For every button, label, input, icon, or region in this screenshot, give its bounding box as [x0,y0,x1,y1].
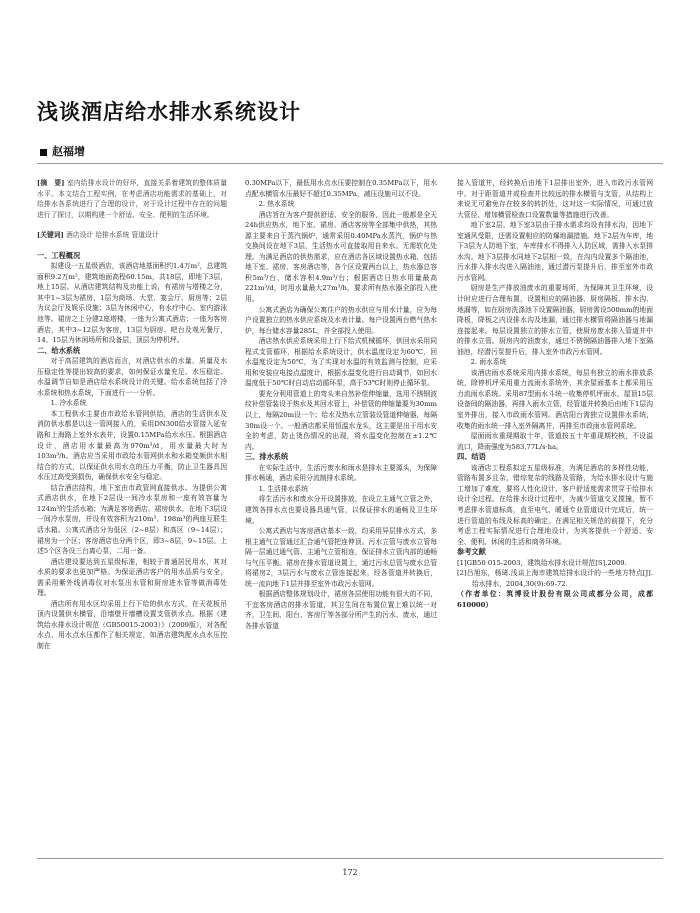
paragraph: 酒店建设要达到五星级标准，相较于普通居民用水，其对水质的要求也更加严格。为保证酒店客户的用水品质与安全，需采用紫外线消毒仪对水泵出水管和厨房进水管等做消毒处理。 [37,557,227,598]
paragraph: 该酒店雨水系统采用内排水系统，每层有独立的雨水排放系统，除停机坪采用重力流雨水系统外，其余屋面基本上都采用压力流雨水系统。采用87型雨水斗统一收集停机坪雨水，屋顶15层设备间的隔油器，再排入雨水立管，经管道并转换后由地下1层沟室外排出，接入市政雨水管网。酒店阳台需独立设置排水系统，收集的雨水统一排入室外隔离井，再排至市政雨水管网系统。 [457,368,653,430]
abstract-text: 室内给排水设计的好坏，直接关系着建筑的整体质量水平。本文结合工程实例，在考虑酒店功能需求的基础上，对给排水各系统进行了合理的设计，对于设计过程中存在的问题进行了探讨，以期构建一个舒适、安全、便利的生活环境。 [37,179,227,219]
keywords-tag: [关键词] [37,231,64,240]
keywords [37,230,227,241]
column-3 [457,178,653,858]
keywords-text: 酒店设计 给排水系统 管道设计 [66,231,159,240]
paragraph: 根据酒店整体规划设计，裙房各层使用功能有很大的不同，不宜客房酒店的排水管道，其卫生间在布置位置上难以统一对齐，卫生间、阳台、客房厅等各部分所产生的污水、废水，通过各排水管道 [245,590,437,630]
paragraph: 接入管道井，经转换后由地下1层排出室外，进入市政污水管网中。对于距管道井或检查井比较远的排水横管与支管，从结构上来说无可避免存在较多的转折处，这对这一实际情况，可通过放大管径、增加横管检查口设置数量等措施进行改善。 [457,179,653,219]
section-heading-1: 一、工程概况 [37,250,81,260]
subsection-heading: 2. 雨水系统 [470,358,507,367]
subsection-heading: 1. 冷水系统 [50,399,87,408]
paragraph: 对于高层建筑的酒店而言，对酒店供水的水量、质量及水压稳定性等提出较高的要求，如何保证水量充足、水压稳定、水温调节自如是酒店给水系统设计的关键。给水系统包括了冷水系统和热水系统，下面进行一一分析。 [37,357,227,397]
author-name: 赵福增 [52,145,85,158]
abstract-tag: [摘 要] [37,179,65,187]
footer-rule [37,858,663,859]
column-2 [245,178,437,858]
references-heading: 参考文献 [457,547,486,557]
paragraph: 厨房是生产排放油废水的重要场所，为保障其卫生环境，设计时应进行合理布置，设置相应的隔油器、厨房隔板、排水沟、地漏等，如在厨房洗涤池下设置隔油器，厨房需设500mm的地面降板，降板之内设排水沟及地漏，通过排水横管将隔油器与地漏连接起来。每层设置独立的排水立管，使厨房废水排入管道井中的排水立管。厨房内的油废水，通过不锈钢隔油器排入地下室隔油池，经潜污泵提升后，排入室外市政污水管网。 [457,284,653,356]
section-heading-2: 二、给水系统 [37,345,81,355]
paragraph: 公寓式酒店为确保公寓住户的热水供应与用水计量，应为每户设置独立的热水供应系统及水表计量。每户设置两台燃气热水炉，每台储水容量285L，并全部投入使用。 [245,305,437,335]
paragraph: 将生活污水和废水分开设置排放，在设立主通气立管之外，建筑各排水点也要设器具通气管，以保证排水的通畅及卫生环境。 [245,495,437,525]
paragraph: 本工程供水主要由市政给水管网供给，酒店的生活供水及消防供水都是以这一管网接入的，采用DN300给水管接入延安路和上海路上室外水表井，设置0.15MPa给水水压。根据酒店设计，酒店用水量最高为970m³/d，用水量最大时为103m³/h。酒店应当采用市政给水管网供水和水箱变频供水相结合的方式，以保证供水用水点的压力平衡，防止卫生器具因水压过高受到损伤，确保供水安全与稳定。 [37,409,227,482]
paragraph: 该酒店工程系拟定五星级标准，为满足酒店的多样性功能，管路布置多且杂，错综复杂的线路及管路，为给水排水设计与施工增加了难度，要将人性化设计、客户舒适度需求贯穿于给排水设计全过程。在给排水设计过程中，为减少管道交叉搅撞，暂不考虑排水管道标高，直至电气、暖通专业管道设计完成后，统一进行管道的布线及标高的确定。在满足相关规范的前提下，充分考虑工程实际情况进行合理地设计，为宾客提供一个舒适、安全、便利、休闲的生活和商务环境。 [457,463,653,546]
abstract [37,178,227,220]
paragraph: 拟建设一五星级酒店，该酒店地基面积约1.4万m²，总建筑面积9.2万m²，建筑地面高程60.15m，共18层，即地下3层，地上15层。从酒店建筑结构及功能上说，有裙房与塔楼之分，其中1~3层为裙房，1层为商场、大堂、宴会厅、厨房等；2层为议会厅及娱乐设施；3层为休闲中心，有水疗中心、室内游泳池等。裙房之上分建2座塔楼，一座为公寓式酒店；一座为客房酒店，其中3~12层为客房，13层为厨房、吧台及观光餐厅，14、15层为休闲场所和设备层，顶层为停机坪。 [37,262,227,345]
paragraph: 结合酒店结构，地下室由市政管网直接供水。为提供公寓式酒店供水，在地下2层设一间冷水泵房和一座有效容量为124m³的生活水箱；为满足客房酒店、裙房供水，在地下3层设一间冷水泵房，并设有效容积为210m³、198m³的两座互联生活水箱。公寓式酒店分为低区（2~8层）和高区（9~14层）；裙房为一个区；客房酒店也分两个区，即3~8层，9~15层。上述5个区各设三台离心泵，二用一备。 [37,483,227,556]
column-1 [37,178,227,858]
subsection-heading: 1. 生活排水系统 [258,484,309,493]
paragraph: 屋面雨水重现期取十年，管道按五十年重现期校核，不设溢流口，降雨强度为583.77L/s·ha。 [457,432,653,451]
reference-item: [1]GB50 015-2003，建筑给水排水设计规范[S].2009. [457,558,627,567]
paragraph: 要充分利用管道上的弯头来自然补偿伸缩量，选用不锈钢波纹补偿管装设于热水及其回水管上，补偿管的伸缩量要为30mm以上，每隔20m设一个；给水及热水立管装设管道伸缩器，每隔30m设一个。一般酒店都采用恒温水龙头，这主要是出于用水安全的考虑，防止烫伤情况的出现，将水温变化控制在±1.2℃内。 [245,389,437,451]
author-line [40,143,85,159]
paragraph: 公寓式酒店与客房酒店基本一致，均采用异层排水方式，多根主通气立管通过汇合通气管把连伸顶。污水立管与废水立管每隔一层通过通气管、主通气立管相连，保证排水立管内部的通畅与气压平衡。裙房在排水管道设置上，通过污水总管与废水总管将裙房2，3层污水与废水立管连接起来，经各管道并转换后，统一流向地下1层并排至室外市政污水管网。 [245,527,437,588]
page-number: 172 [342,868,358,877]
author-affiliation: （作者单位：筑博设计股份有限公司成都分公司，成都 610000） [457,590,653,609]
section-heading-4: 四、结语 [457,452,486,462]
paragraph: 地下室2层、地下室3层由于排水需求均设有排水沟，因地下室通风受限，还需设置相应的防爆地漏措施。地下2层为车库，地下3层为人防地下室，车库排水不得排入人防区域，需排入水泵排水沟。地下3层排水同地下2层相一致，在沟内设置多个隔油池，污水排入排水沟进入隔油池，通过潜污泵提升后，排至室外市政污水管网。 [457,221,653,282]
page-title: 浅谈酒店给水排水系统设计 [37,100,301,124]
subsection-heading: 2. 热水系统 [258,200,295,209]
section-heading-3: 三、排水系统 [245,452,289,462]
header-rule [37,163,663,164]
reference-item: [2]吕旭东，杨琦.浅谈上海市建筑给排水设计的一些地方特点[J].给水排水，2004,30(9):69-72. [457,569,653,588]
paragraph: 酒店旨在为客户提供舒适、安全的服务，因此一般都是全天24h供应热水，地下室、裙房、酒店客房等全部集中供热，其热源主要来自于蒸汽锅炉，通常采用0.40MPa水蒸汽，锅炉与热交换间设在地下3层，生活热水可直接取用自来水。无需软化处理。为满足酒店的供热需求，应在酒店各区域设置热水箱，包括地下室、裙房、客房酒店等，各个区设置两台以上，热水器总容积5m³/台，储水容积4.9m³/台；根据酒店日热水用量最高221m³/d，时用水量最大27m³/h，要求所有热水器全部投入使用。 [245,210,437,304]
paragraph: 酒店所有用水区均采用上行下给的供水方式，在天花板吊顶内设置供水横管，沿墙壁开墙槽设置支管供水点。根据《建筑给水排水设计规范（GB50015-2003）》（2009版），对各配水点、用水点水压都作了相关规定，如酒店建筑配水点水压控制在 [37,599,227,650]
paragraph: 0.30MPa以下，最低用水点水压要控制在0.35MPa以下，用水点配水横管水压最好不超过0.35MPa，减压设施可以不设。 [245,179,437,198]
paragraph: 在实际生活中，生活污废水和雨水是排水主要源头，为保障排水畅通，酒店采用分流制排水系统。 [245,463,437,483]
square-bullet-icon [40,149,47,156]
paragraph: 酒店热水供应系统采用上行下给式机械循环，供回水采用同程式支管循环，根据给水系统设计，供水温度设定为60℃，回水温度设定为50℃，为了实现对水温的有效监测与控制，应采用和安装应电接点温度计，根据水温变化进行自动调节，如回水温度低于50℃时自动启动循环泵，高于53℃时则停止循环泵。 [245,337,437,388]
